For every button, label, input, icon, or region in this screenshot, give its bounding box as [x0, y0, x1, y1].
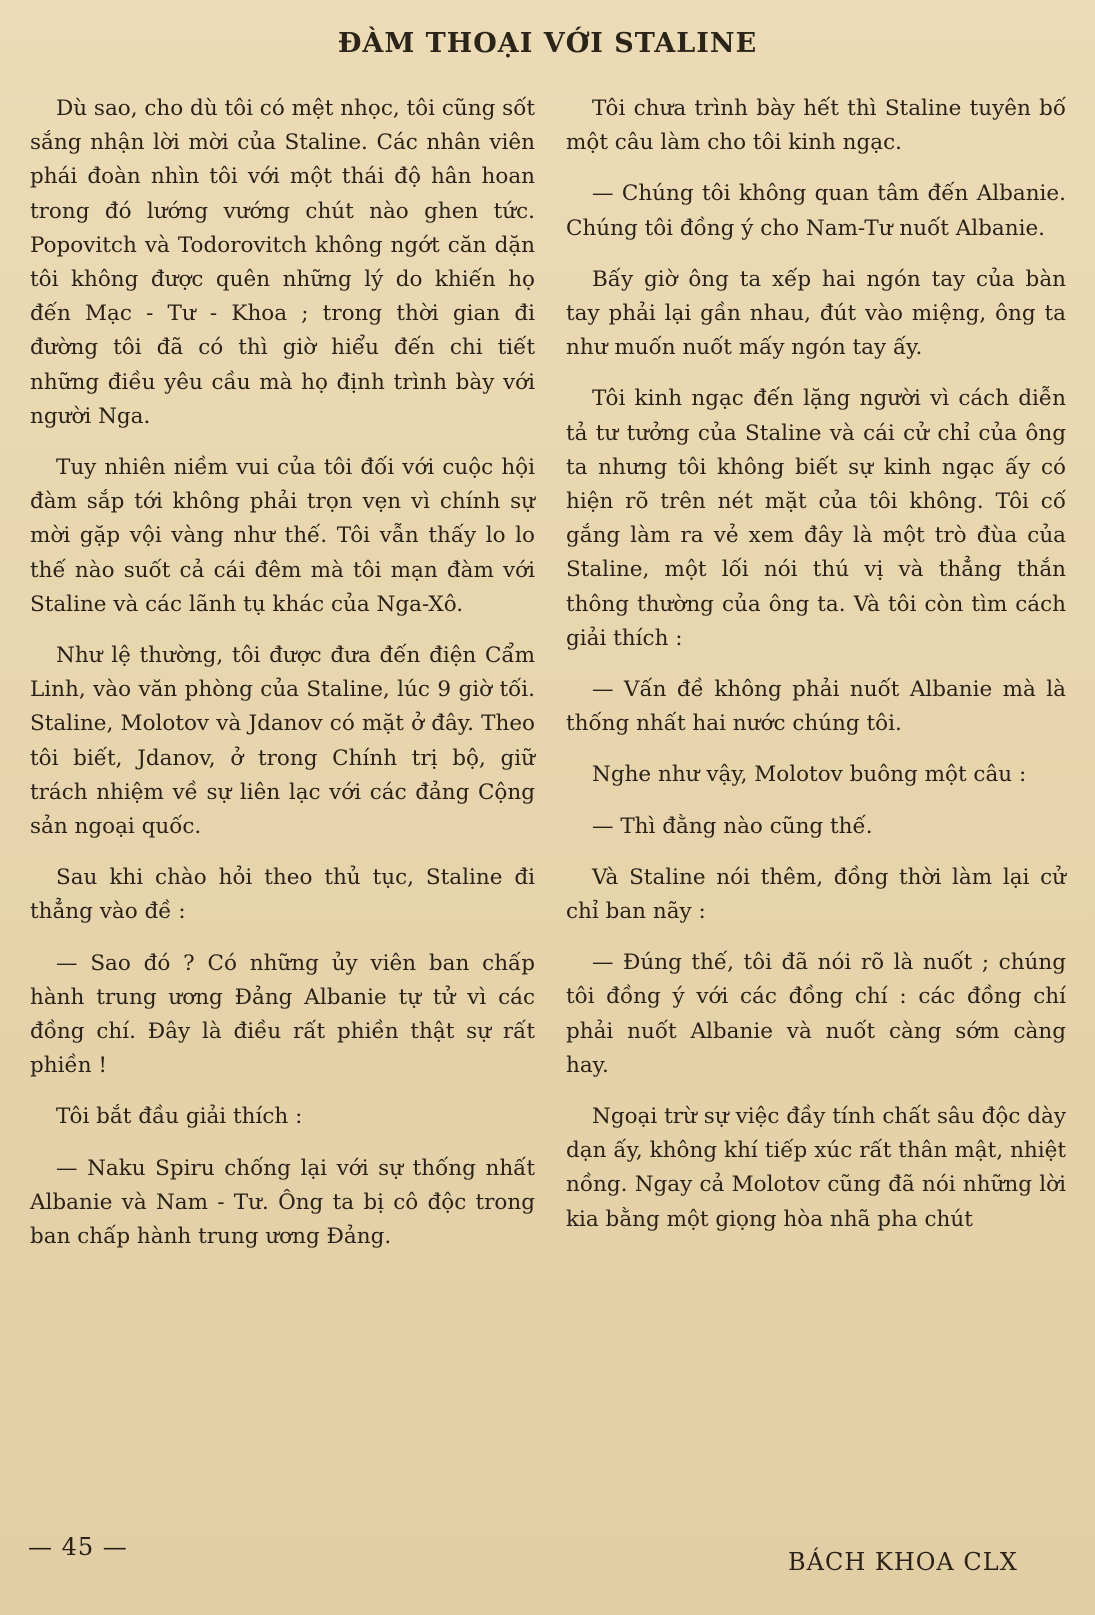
publication-footer: BÁCH KHOA CLX — [788, 1548, 1018, 1576]
page-number: — 45 — — [28, 1533, 128, 1561]
running-header: ĐÀM THOẠI VỚI STALINE — [337, 28, 758, 59]
paragraph: — Thì đằng nào cũng thế. — [592, 813, 873, 839]
paragraph: Nghe như vậy, Molotov buông một câu : — [592, 762, 1027, 788]
paragraph: — Đúng thế, tôi đã nói rõ là nuốt ; chúng tôi đồng ý với các đồng chí : các đồng chí phải nuốt Albanie và nuốt càng sớm càng hay. — [566, 950, 1066, 1078]
paragraph: Dù sao, cho dù tôi có mệt nhọc, tôi cũng sốt sắng nhận lời mời của Staline. Các nhân viên phái đoàn nhìn tôi với một thái độ hân hoan trong đó lướng vướng chút nào ghen tức. Popovitch và Todorovitch không ngớt căn dặn tôi không được quên những lý do khiến họ đến Mạc - Tư - Khoa ; trong thời gian đi đường tôi đã có thì giờ hiểu đến chi tiết những điều yêu cầu mà họ định trình bày với người Nga. — [30, 96, 535, 429]
paragraph: Và Staline nói thêm, đồng thời làm lại cử chỉ ban nãy : — [566, 864, 1066, 925]
paragraph: — Vấn đề không phải nuốt Albanie mà là thống nhất hai nước chúng tôi. — [566, 677, 1066, 737]
paragraph: — Naku Spiru chống lại với sự thống nhất Albanie và Nam - Tư. Ông ta bị cô độc trong ban chấp hành trung ương Đảng. — [30, 1155, 535, 1250]
paragraph: Bấy giờ ông ta xếp hai ngón tay của bàn tay phải lại gần nhau, đút vào miệng, ông ta như muốn nuốt mấy ngón tay ấy. — [566, 266, 1066, 361]
paragraph: — Chúng tôi không quan tâm đến Albanie. Chúng tôi đồng ý cho Nam-Tư nuốt Albanie. — [566, 181, 1066, 241]
paragraph: Tôi kinh ngạc đến lặng người vì cách diễn tả tư tưởng của Staline và cái cử chỉ của ông ta nhưng tôi không biết sự kinh ngạc ấy có hiện rõ trên nét mặt của tôi không. Tôi cố gắng làm ra vẻ xem đây là một trò đùa của Staline, một lối nói thú vị và thẳng thắn thông thường của ông ta. Và tôi còn tìm cách giải thích : — [566, 386, 1066, 651]
right-column — [566, 92, 1066, 1254]
left-column — [30, 92, 535, 1271]
paragraph: Ngoại trừ sự việc đầy tính chất sâu độc dày dạn ấy, không khí tiếp xúc rất thân mật, nhiệt nồng. Ngay cả Molotov cũng đã nói những lời kia bằng một giọng hòa nhã pha chút — [566, 1104, 1066, 1232]
paragraph: Như lệ thường, tôi được đưa đến điện Cẩm Linh, vào văn phòng của Staline, lúc 9 giờ tối. Staline, Molotov và Jdanov có mặt ở đây. Theo tôi biết, Jdanov, ở trong Chính trị bộ, giữ trách nhiệm về sự liên lạc với các đảng Cộng sản ngoại quốc. — [30, 643, 535, 840]
paragraph: Sau khi chào hỏi theo thủ tục, Staline đi thẳng vào đề : — [30, 865, 535, 925]
paragraph: Tôi bắt đầu giải thích : — [56, 1104, 303, 1130]
paragraph: Tuy nhiên niềm vui của tôi đối với cuộc hội đàm sắp tới không phải trọn vẹn vì chính sự mời gặp vội vàng như thế. Tôi vẫn thấy lo lo thế nào suốt cả cái đêm mà tôi mạn đàm với Staline và các lãnh tụ khác của Nga-Xô. — [30, 455, 535, 617]
paragraph: — Sao đó ? Có những ủy viên ban chấp hành trung ương Đảng Albanie tự tử vì các đồng chí. Đây là điều rất phiền thật sự rất phiền ! — [30, 950, 535, 1079]
paragraph: Tôi chưa trình bày hết thì Staline tuyên bố một câu làm cho tôi kinh ngạc. — [566, 96, 1066, 156]
